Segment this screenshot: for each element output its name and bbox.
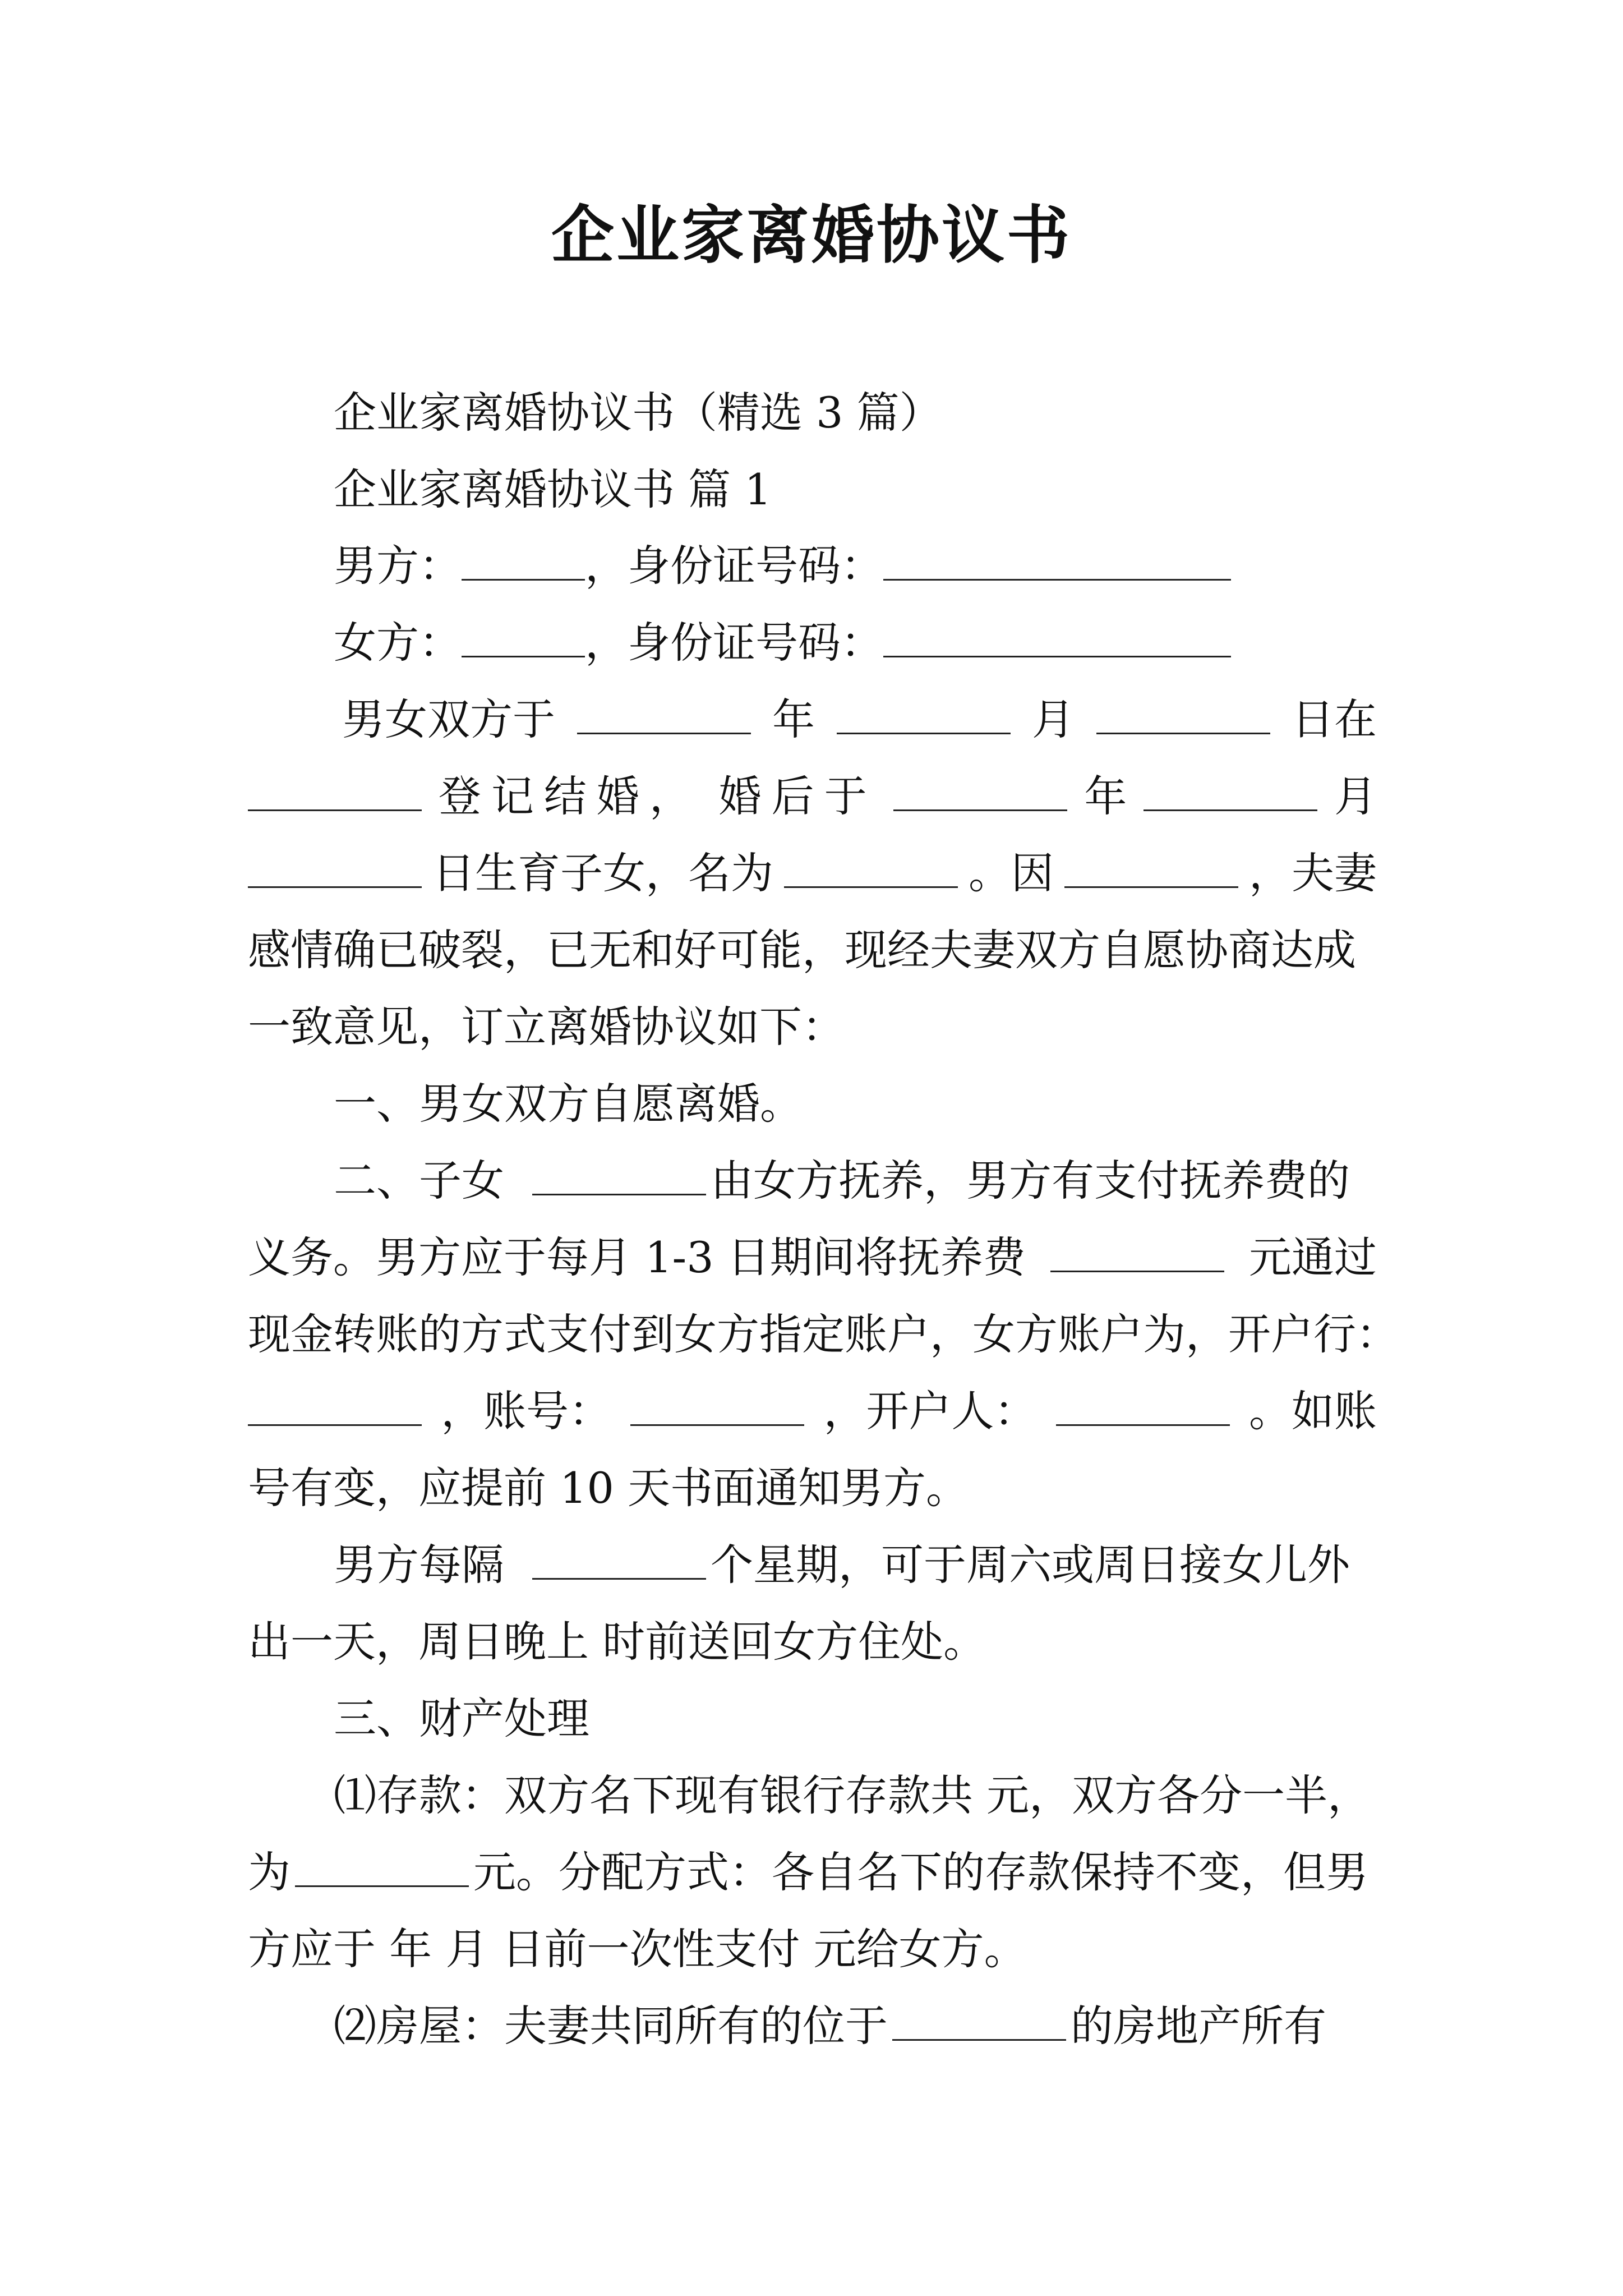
blank-field (892, 2004, 1066, 2041)
deposit-line-3: 方应于 年 月 日前一次性支付 元给女方。 (248, 1924, 1027, 1974)
blank-field (532, 1543, 706, 1580)
text-run: 由女方抚养，男方有支付抚养费的 (711, 1156, 1350, 1205)
blank-field (577, 698, 751, 734)
blank-field (248, 852, 422, 888)
marriage-para-line-3 (248, 845, 1377, 901)
woman-id-blank (883, 621, 1231, 657)
text-run: 日生育子女，名为 (432, 848, 773, 898)
blank-field (248, 775, 422, 811)
marriage-para-line-5: 一致意见，订立离婚协议如下： (248, 1002, 845, 1052)
deposit-line-2 (248, 1844, 1368, 1901)
man-label: 男方： (334, 541, 462, 591)
clause-1: 一、男女双方自愿离婚。 (334, 1079, 803, 1129)
text-run: 二、子女 (334, 1156, 504, 1205)
marriage-para-line-4: 感情确已破裂，已无和好可能，现经夫妻双方自愿协商达成 (248, 925, 1356, 975)
blank-field (893, 775, 1067, 811)
deposit-line-1: ⑴存款：双方名下现有银行存款共 元，双方各分一半， (334, 1770, 1371, 1820)
text-run: 男方每隔 (334, 1540, 504, 1590)
text-run: ，账号： (441, 1386, 612, 1436)
woman-name-blank (462, 621, 585, 657)
clause-3: 三、财产处理 (334, 1694, 589, 1743)
man-name-blank (462, 544, 585, 581)
clause-2-line-1 (334, 1153, 1350, 1209)
blank-field (532, 1159, 706, 1195)
clause-2-line-4 (248, 1383, 1377, 1439)
text-run: 的房地产所有 (1071, 2001, 1326, 2051)
document-title: 企业家离婚协议书 (551, 199, 1072, 272)
text-run: ，开户人： (823, 1386, 1037, 1436)
visit-line-1 (334, 1537, 1350, 1593)
woman-label: 女方： (334, 618, 462, 668)
blank-field (1056, 1389, 1230, 1426)
text-run: 元。分配方式：各自名下的存款保持不变，但男 (473, 1847, 1368, 1897)
text-run: 年 (772, 694, 815, 744)
marriage-para-line-2 (248, 769, 1377, 825)
blank-field (295, 1851, 469, 1887)
text-run: ，夫妻 (1249, 848, 1377, 898)
text-run: 元通过 (1248, 1232, 1377, 1282)
man-id-line (334, 538, 1231, 594)
clause-2-line-2 (248, 1230, 1377, 1286)
blank-field (837, 698, 1011, 734)
blank-field (784, 852, 958, 888)
text-run: 婚后于 (718, 771, 877, 821)
house-line-1 (334, 1998, 1326, 2054)
blank-field (1096, 698, 1270, 734)
man-id-label: ，身份证号码： (585, 541, 883, 591)
text-run: 登记结婚， (438, 771, 702, 821)
subtitle: 企业家离婚协议书（精选 3 篇） (334, 388, 942, 438)
woman-id-line (334, 615, 1231, 671)
visit-line-2: 出一天，周日晚上 时前送回女方住处。 (248, 1617, 986, 1667)
blank-field (630, 1389, 804, 1426)
section-heading: 企业家离婚协议书 篇 1 (334, 464, 772, 514)
text-run: 为 (248, 1847, 291, 1897)
man-id-blank (883, 544, 1231, 581)
text-run: 个星期，可于周六或周日接女儿外 (711, 1540, 1350, 1590)
text-run: 男女双方于 (342, 694, 555, 744)
text-run: 月 (1032, 694, 1075, 744)
blank-field (1050, 1236, 1224, 1272)
blank-field (248, 1389, 422, 1426)
text-run: ⑵房屋：夫妻共同所有的位于 (334, 2001, 888, 2051)
text-run: 日在 (1292, 694, 1377, 744)
clause-2-line-5: 号有变，应提前 10 天书面通知男方。 (248, 1463, 969, 1513)
text-run: 。如账 (1248, 1386, 1377, 1436)
text-run: 义务。男方应于每月 1-3 日期间将抚养费 (248, 1232, 1026, 1282)
text-run: 年 (1084, 771, 1127, 821)
marriage-para-line-1 (342, 692, 1377, 748)
woman-id-label: ，身份证号码： (585, 618, 883, 668)
blank-field (1144, 775, 1317, 811)
blank-field (1064, 852, 1238, 888)
clause-2-line-3: 现金转账的方式支付到女方指定账户，女方账户为，开户行： (248, 1309, 1399, 1359)
text-run: 。因 (969, 848, 1054, 898)
text-run: 月 (1334, 771, 1377, 821)
